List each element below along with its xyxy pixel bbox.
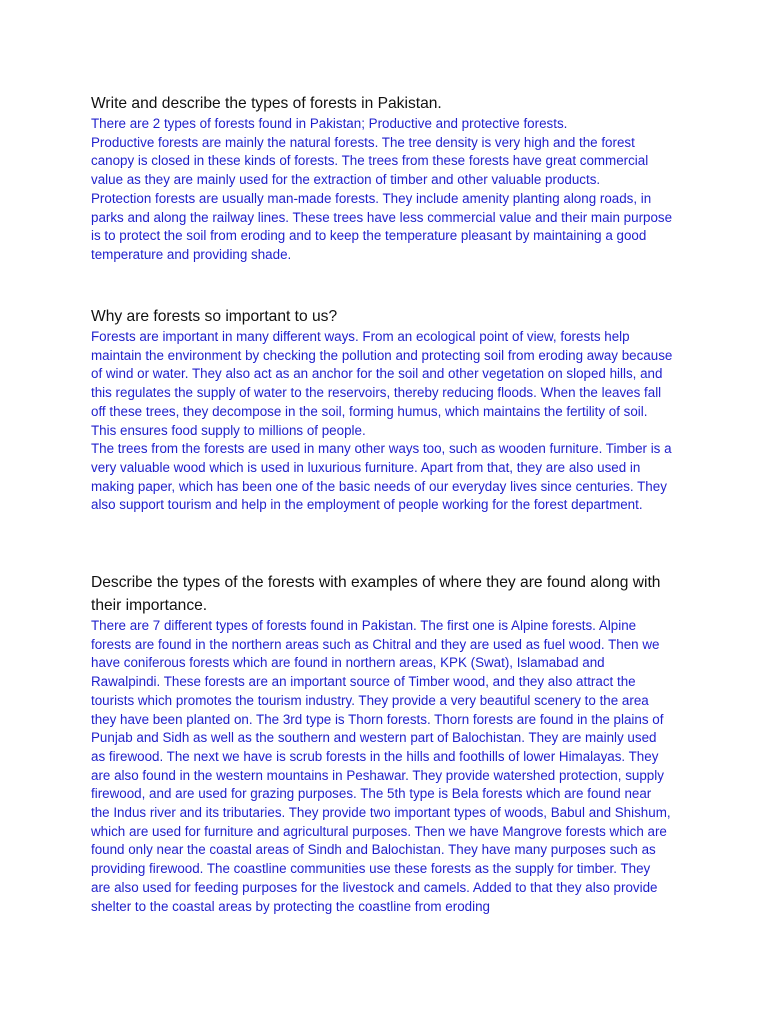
answer-paragraph: Protection forests are usually man-made forests. They include amenity planting along roads, in parks and along the railway lines. These trees have less commercial value and their main purpose is to protect the soil from eroding and to keep the temperature pleasant by maintaining a good temperature and providing shade.	[91, 190, 673, 262]
answer-paragraph: There are 7 different types of forests found in Pakistan. The first one is Alpine forests. Alpine forests are found in the northern areas such as Chitral and they are used as fuel wood. Then we have coniferous forests which are found in northern areas, KPK (Swat), Islamabad and Rawalpindi. These forests are an important source of Timber wood, and they also attract the tourists which promotes the tourism industry. They provide a very beautiful scenery to the area they have been planted on. The 3rd type is Thorn forests. Thorn forests are found in the plains of Punjab and Sidh as well as the southern and western part of Balochistan. They are mainly used as firewood. The next we have is scrub forests in the hills and foothills of lower Himalayas. They are also found in the western mountains in Peshawar. They provide watershed protection, supply firewood, and are used for grazing purposes. The 5th type is Bela forests which are found near the Indus river and its tributaries. They provide two important types of woods, Babul and Shishum, which are used for furniture and agricultural purposes. Then we have Mangrove forests which are found only near the coastal areas of Sindh and Balochistan. They have many purposes such as providing firewood. The coastline communities use these forests as the supply for timber. They are also used for feeding purposes for the livestock and camels. Added to that they also provide shelter to the coastal areas by protecting the coastline from eroding	[91, 618, 671, 914]
answer-body	[91, 115, 673, 265]
answer-paragraph: There are 2 types of forests found in Pakistan; Productive and protective forests.	[91, 116, 568, 131]
section-forest-examples	[91, 571, 673, 916]
answer-body	[91, 328, 673, 515]
question-heading: Write and describe the types of forests in Pakistan.	[91, 95, 442, 112]
section-forest-importance	[91, 305, 673, 515]
answer-paragraph: Productive forests are mainly the natural forests. The tree density is very high and the forest canopy is closed in these kinds of forests. The trees from these forests have great commercial value as they are mainly used for the extraction of timber and other valuable products.	[91, 134, 649, 188]
question-heading: Why are forests so important to us?	[91, 308, 338, 325]
section-forest-types	[91, 92, 673, 265]
answer-body	[91, 617, 673, 916]
question-heading: Describe the types of the forests with examples of where they are found along with their importance.	[91, 574, 661, 614]
answer-paragraph: The trees from the forests are used in many other ways too, such as wooden furniture. Timber is a very valuable wood which is used in luxurious furniture. Apart from that, they are also used in making paper, which has been one of the basic needs of our everyday lives since centuries. They also support tourism and help in the employment of people working for the forest department.	[91, 441, 672, 513]
answer-paragraph: Forests are important in many different ways. From an ecological point of view, forests help maintain the environment by checking the pollution and protecting soil from eroding away because of wind or water. They also act as an anchor for the soil and other vegetation on sloped hills, and this regulates the supply of water to the reservoirs, thereby reducing floods. When the leaves fall off these trees, they decompose in the soil, forming humus, which maintains the fertility of soil. This ensures food supply to millions of people.	[91, 329, 673, 438]
